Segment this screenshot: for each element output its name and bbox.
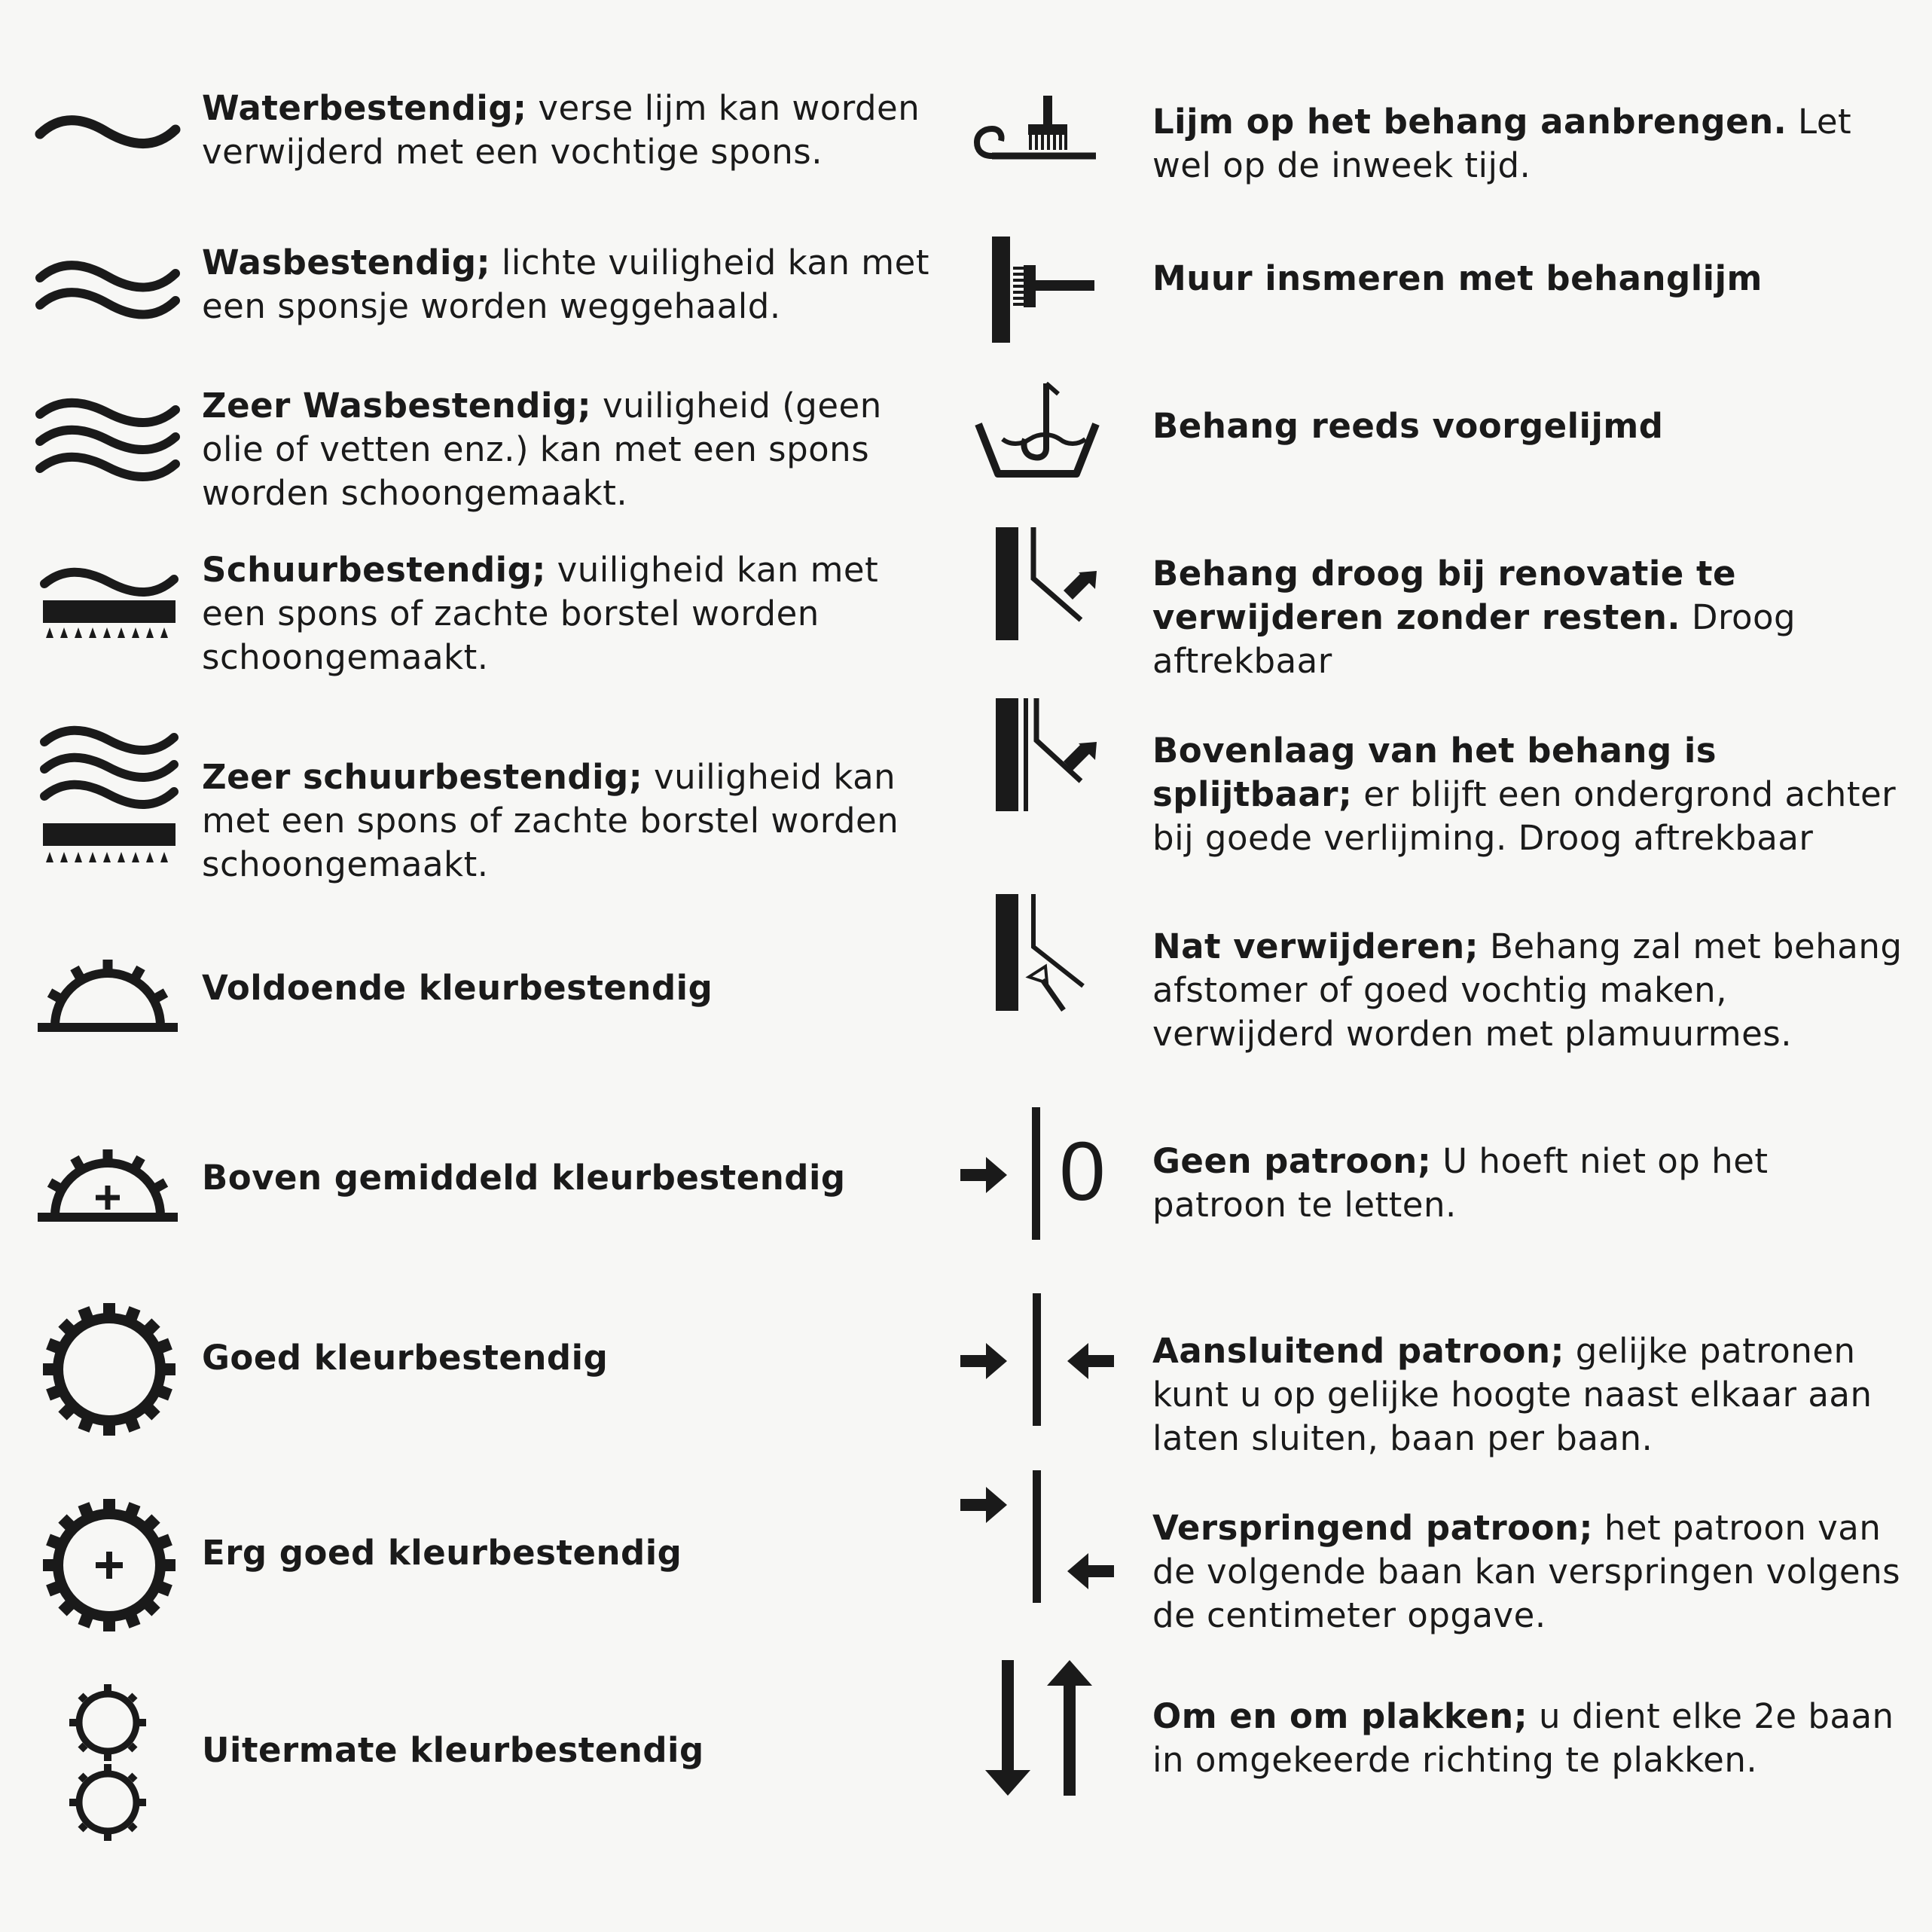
legend-explanation: U hoeft niet op het patroon te letten.	[1152, 1141, 1769, 1225]
straight-match-icon	[960, 1292, 1115, 1427]
legend-term: Nat verwijderen;	[1152, 926, 1479, 966]
legend-term: Schuurbestendig;	[202, 550, 546, 590]
legend-description	[1152, 552, 1913, 683]
double-wave-icon	[36, 260, 179, 320]
legend-description	[202, 241, 936, 328]
legend-description	[202, 87, 936, 174]
legend-explanation: het patroon van de volgende baan kan verspringen volgens de centimeter opgave.	[1152, 1508, 1901, 1635]
no-pattern-icon	[960, 1106, 1111, 1241]
paste-brush-paper-icon	[975, 94, 1103, 162]
legend-term: Zeer schuurbestendig;	[202, 757, 643, 797]
single-wave-icon	[36, 113, 179, 151]
peelable-icon	[994, 697, 1100, 813]
legend-description	[202, 755, 936, 887]
legend-term: Lijm op het behang aanbrengen.	[1152, 102, 1787, 142]
full-sun-icon	[41, 1302, 177, 1437]
legend-explanation: gelijke patronen kunt u op gelijke hoogte naast elkaar aan laten sluiten, baan per baan.	[1152, 1331, 1872, 1458]
wave-brush-icon	[41, 569, 177, 652]
legend-description	[202, 1336, 936, 1380]
legend-description	[1152, 257, 1906, 301]
wet-removal-icon	[994, 893, 1100, 1013]
legend-explanation: verse lijm kan worden verwijderd met een vochtige spons.	[202, 88, 920, 172]
legend-term: Aansluitend patroon;	[1152, 1331, 1564, 1371]
legend-term: Erg goed kleurbestendig	[202, 1533, 682, 1573]
legend-description	[1152, 100, 1906, 188]
legend-description	[202, 1156, 936, 1200]
legend-description	[1152, 404, 1906, 448]
legend-term: Behang droog bij renovatie te verwijderen zonder resten.	[1152, 554, 1736, 637]
legend-description	[1152, 925, 1906, 1056]
legend-explanation: vuiligheid kan met een spons of zachte borstel worden schoongemaakt.	[202, 757, 899, 884]
no-pattern-glyph: 0	[1059, 1125, 1106, 1218]
legend-description	[202, 966, 936, 1010]
legend-term: Zeer Wasbestendig;	[202, 386, 592, 426]
legend-description	[1152, 1140, 1913, 1227]
triple-wave-icon	[36, 398, 179, 484]
dry-strippable-icon	[994, 526, 1100, 642]
legend-description	[202, 548, 936, 679]
legend-explanation: lichte vuiligheid kan met een sponsje worden weggehaald.	[202, 243, 929, 326]
half-sun-plus-icon	[36, 1146, 179, 1222]
half-sun-icon	[36, 957, 179, 1032]
legend-explanation: vuiligheid (geen olie of vetten enz.) kan met een spons worden schoongemaakt.	[202, 386, 882, 513]
legend-description	[1152, 729, 1913, 860]
legend-term: Boven gemiddeld kleurbestendig	[202, 1158, 846, 1198]
legend-term: Bovenlaag van het behang is splijtbaar;	[1152, 731, 1717, 814]
triple-wave-brush-icon	[41, 727, 177, 866]
prepasted-basin-icon	[975, 380, 1100, 478]
legend-term: Uitermate kleurbestendig	[202, 1730, 704, 1770]
legend-term: Muur insmeren met behanglijm	[1152, 258, 1763, 298]
legend-term: Om en om plakken;	[1152, 1696, 1528, 1736]
legend-explanation: Behang zal met behang afstomer of goed vochtig maken, verwijderd worden met plamuurmes.	[1152, 926, 1903, 1054]
legend-explanation: Let wel op de inweek tijd.	[1152, 102, 1852, 185]
legend-term: Behang reeds voorgelijmd	[1152, 406, 1664, 446]
legend-description	[1152, 1506, 1906, 1637]
legend-explanation: Droog aftrekbaar	[1152, 597, 1796, 681]
legend-description	[202, 1531, 936, 1575]
full-sun-plus-icon	[41, 1497, 177, 1633]
legend-description	[202, 384, 936, 515]
legend-term: Verspringend patroon;	[1152, 1508, 1594, 1548]
legend-term: Wasbestendig;	[202, 243, 491, 282]
legend-term: Waterbestendig;	[202, 88, 527, 128]
legend-description	[202, 1729, 936, 1772]
legend-term: Geen patroon;	[1152, 1141, 1432, 1181]
legend-explanation: er blijft een ondergrond achter bij goede verlijming. Droog aftrekbaar	[1152, 774, 1897, 858]
wall-brush-icon	[990, 235, 1096, 344]
legend-description	[1152, 1329, 1906, 1460]
double-sun-icon	[66, 1683, 149, 1842]
legend-description	[1152, 1695, 1906, 1782]
legend-term: Voldoende kleurbestendig	[202, 968, 713, 1008]
offset-match-icon	[960, 1469, 1115, 1604]
reverse-hanging-icon	[979, 1657, 1092, 1796]
legend-term: Goed kleurbestendig	[202, 1338, 609, 1378]
legend-explanation: u dient elke 2e baan in omgekeerde richting te plakken.	[1152, 1696, 1894, 1780]
legend-explanation: vuiligheid kan met een spons of zachte borstel worden schoongemaakt.	[202, 550, 879, 677]
